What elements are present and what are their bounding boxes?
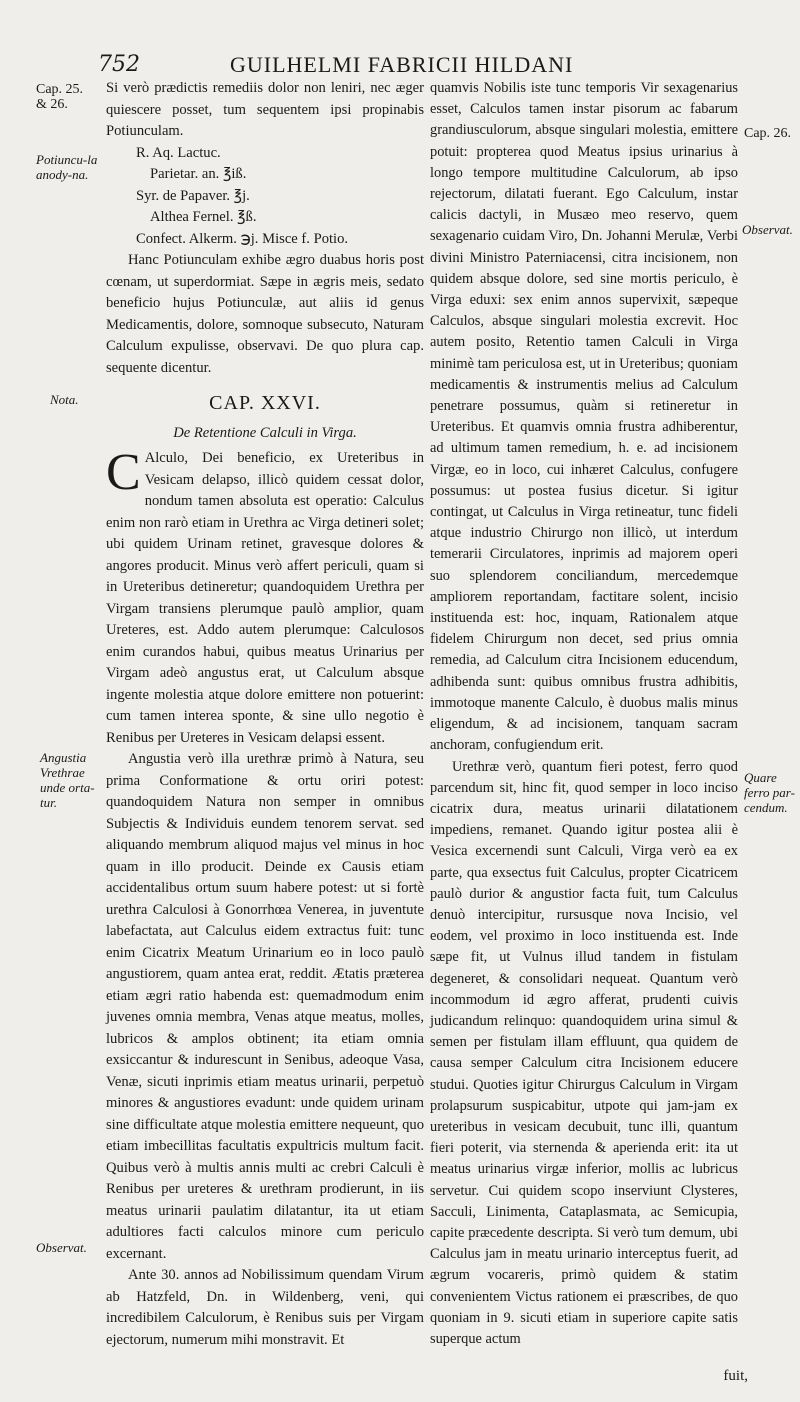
- margin-note-quare: Quare ferro par-cendum.: [744, 770, 795, 815]
- margin-note-potiuncula: Potiuncu-la anody-na.: [36, 152, 98, 182]
- margin-note-observat-left: Observat.: [36, 1240, 87, 1255]
- catchword: fuit,: [723, 1368, 748, 1384]
- margin-note-nota: Nota.: [50, 392, 79, 407]
- running-title: GUILHELMI FABRICII HILDANI: [230, 52, 574, 77]
- paragraph: Angustia verò illa urethræ primò à Natura, seu prima Conformatione & ortu oriri potest: quandoquidem Natura non semper in omnibus Subjectis & Individuis eundem tenorem servat. sed aliquando membrum aliquod majus vel minus in hoc quam in illo producit. Deinde ex Causis etiam accidentalibus ortum suum habere potest: ut si fortè urethra Calculosi à Gonorrhœa Venerea, in juventute labefactata, aut Calculus eidem extractus fuit: tunc enim Cicatrix Meatum Urinarium eo in loco paulò angustiorem, quam antea erat, reddit. Ætatis præterea etiam ægri ratio habenda est: quemadmodum enim juvenes omnia membra, Venas atque meatus, molles, lubricos & amplos obtinent; ita etiam omnia exsiccantur & indurescunt in Senibus, adeoque Vasa, Venæ, sicuti inprimis etiam meatus urinarii, perpetuò minores & angustiores evadunt: unde quidem urinam sine difficultate atque molestia emittere nequeunt, quo etiam imbecillitas facultatis expultricis multum facit. Quibus verò à multis annis multi ac crebri Calculi è Renibus per ureteres & urethram prodierunt, in iis meatus urinarii paulatim dilatantur, ita ut etiam adultiores facti calculos minore cum periculo excernant.: [106, 751, 424, 1262]
- paragraph: Urethræ verò, quantum fieri potest, ferro quod parcendum sit, hinc fit, quod semper in loco inciso cicatrix dura, meatus urinarii dilatationem impediens, remanet. Quando igitur postea alii è Vesica excernendi sunt Calculi, Virga verò ea ex parte, qua exsectus fuit Calculus, propter Cicatricem paulò durior & angustior facta fuit, tum Calculus denuò intercipitur, rursusque nova Incisio, vel eodem, vel proximo in loco instituenda est. Inde sæpe fit, ut Vulnus illud tandem in fistulam degeneret, & consolidari nequeat. Quantum verò incommodum id ægro afferat, prudenti cuivis judicandum relinquo: quandoquidem urina simul & semen per fistulam illam effluunt, qua quidem de causa semper Calculum citra Incisionem educere studui. Quoties igitur Chirurgus Calculum in Virgam prolapsurum suspicabitur, utpote qui jam-jam ex ureteribus in vesicam decubuit, tunc illi, quantum fieri poterit, via sternenda & aperienda erit: ita ut meatus urinarius virgæ inferior, mollis ac lubricus servetur. Cui quidem scopo inserviunt Clysteres, Sacculi, Linimenta, Cataplasmata, ac Semicupia, capite præcedente descripta. Si verò tum demum, ubi Calculus jam in meatu urinario interceptus fuerit, ad ægrum vocareris, primò quidem & statim convenientem Victus rationem ei præscribes, de quo quoniam in 9. sicuti etiam in superiore capite satis superque actum: [430, 758, 738, 1347]
- margin-note-chapter-right: Cap. 26.: [744, 126, 792, 141]
- page-number: 752: [98, 52, 140, 77]
- paragraph: quamvis Nobilis iste tunc temporis Vir sexagenarius esset, Calculos tamen instar pisorum ac fabarum grandiusculorum, absque singulari molestia, emittere potuit: propterea quod Meatus ipsius urinarius à longo tempore multitudine Calculorum, ab ipso rejectorum, dilatati fuerant. Ego Calculum, instar calicis dactyli, in Musæo meo reservo, quem sexagenario cuidam Viro, Dn. Johanni Merulæ, Verbi divini Ministro Paterniacensi, citra incisionem, non quidem absque dolore, sed sine mortis periculo, è Virga eduxi: sex enim annos supervixit, sæpeque Calculos, absque singulari molestia excrevit. Hoc autem posito, Retentio tamen Calculi in Virga minimè tam periculosa est, ut in Ureteribus; quoniam medicamentis & instrumentis melius ad Calculum penetrare possumus, quàm si retineretur in Ureteribus. Et quamvis omnia frustra adhiberentur, ad ultimum tamen remedium, h. e. ad incisionem Virgæ, eo in loco, cui inhæret Calculus, confugere possumus: ut postea fusius dicetur. Si igitur contingat, ut Calculus in Virga retineatur, tunc fideli atque industrio Chirurgo non illicò, ut interdum temerarii Circulatores, inprimis ad majorem operi suo splendorem conciliandum, mercedemque ampliorem reportandam, factitare solent, incisio instituenda est: hoc, inquam, Rationalem atque fidelem Chirurgum non decet, sed prius omnia remedia, ad Calculum citra Incisionem educendum, adhibenda sunt: quibus omnibus frustra adhibitis, immotoque manente Calculo, è duobus malis minus eligendum, & ad incisionem, tanquam sacram anchoram, confugiendum erit.: [430, 80, 738, 754]
- recipe-line: Confect. Alkerm. ℈j. Misce f. Potio.: [136, 230, 349, 247]
- chapter-heading: CAP. XXVI.: [209, 392, 321, 414]
- drop-cap: C: [106, 444, 141, 501]
- margin-note-chapter-left: Cap. 25. & 26.: [36, 82, 84, 112]
- paragraph: Si verò prædictis remediis dolor non leniri, nec æger quiescere posset, tum sequentem ipsi propinabis Potiunculam.: [106, 80, 424, 139]
- paragraph: Ante 30. annos ad Nobilissimum quendam Virum ab Hatzfeld, Dn. in Wildenberg, veni, qui incredibilem Calculorum, è Renibus suis per Virgam ejectorum, numerum mihi monstravit. Et: [106, 1267, 424, 1348]
- paragraph: [106, 444, 424, 749]
- chapter-subtitle: De Retentione Calculi in Virga.: [173, 424, 357, 441]
- paragraph: Hanc Potiunculam exhibe ægro duabus horis post cœnam, ut superdormiat. Sæpe in ægris meis, sedato beneficio hujus Potiunculæ, aut aliis id genus Medicamentis, dolore, somnoque subsecuto, Naturam Calculum expulisse, observavi. De quo plura cap. sequente dicentur.: [106, 252, 424, 376]
- margin-note-angustia: Angustia Vrethrae unde orta-tur.: [40, 750, 95, 810]
- recipe-line: Althea Fernel. ℥ß.: [150, 209, 257, 225]
- margin-note-observat-right: Observat.: [742, 222, 793, 237]
- paragraph-text: Alculo, Dei beneficio, ex Ureteribus in Vesicam delapso, illicò quidem cessat dolor, nondum tamen absoluta est operatio: Calculus enim non rarò etiam in Urethra ac Virga detineri solet; ubi quidem Urinam retinet, gravesque dolores & angores producit. Minus verò affert periculi, quam si in Ureteribus detineretur; quandoquidem Urethra per Virgam transiens plerumque paulò amplior, quam Ureteres, est. Addo autem plerumque: Calculosos enim curandos habui, quibus meatus Urinarius per Virgam adeò angustus erat, ut Calculum absque ingente molestia atque dolore emittere non potuerint: cum tamen interea sponte, & sine ullo negotio è Renibus per Ureteres in Vesicam delapsi essent.: [106, 450, 424, 746]
- right-column: [430, 78, 738, 1350]
- recipe-line: R. Aq. Lactuc.: [136, 144, 221, 161]
- recipe-line: Syr. de Papaver. ℥j.: [136, 187, 250, 204]
- recipe-line: Parietar. an. ℥iß.: [150, 166, 247, 182]
- left-column: [106, 78, 424, 1351]
